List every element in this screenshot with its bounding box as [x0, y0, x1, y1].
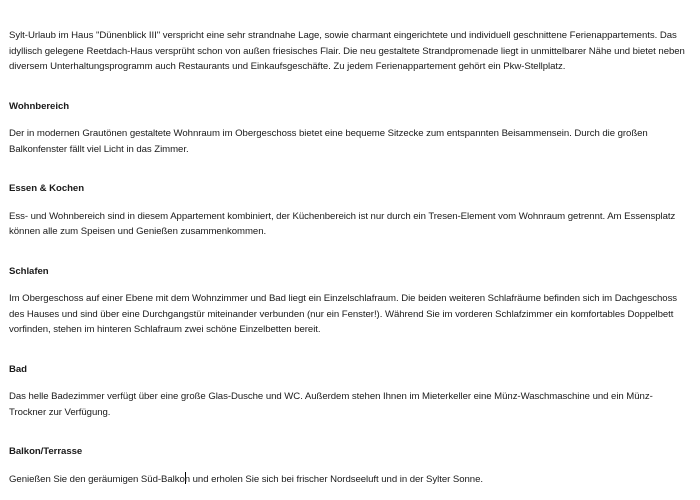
- section-essen-kochen: [9, 181, 691, 240]
- intro-paragraph: Sylt-Urlaub im Haus "Dünenblick III" verspricht eine sehr strandnahe Lage, sowie charmant eingerichtete und individuell geschnittene Ferienappartements. Das idyllisch gelegene Reetdach-Haus versprüht schon von außen friesisches Flair. Die neu gestaltete Strandpromenade liegt in unmittelbarer Nähe und bietet neben diversem Unterhaltungsprogramm auch Restaurants und Einkaufsgeschäfte. Zu jedem Ferienappartement gehört ein Pkw-Stellplatz.: [9, 30, 685, 72]
- text-before-caret: Genießen Sie den geräumigen Süd-Balko: [9, 473, 185, 485]
- section-heading: Wohnbereich: [9, 100, 70, 112]
- section-schlafen: [9, 264, 691, 338]
- section-text: Der in modernen Grautönen gestaltete Wohnraum im Obergeschoss bietet eine bequeme Sitzecke zum entspannten Beisammensein. Durch die großen Balkonfenster fällt viel Licht in das Zimmer.: [9, 128, 648, 155]
- section-heading: Essen & Kochen: [9, 183, 85, 194]
- section-heading: Schlafen: [9, 265, 49, 277]
- document-body[interactable]: [9, 28, 691, 487]
- section-bad: [9, 362, 691, 421]
- section-text: Das helle Badezimmer verfügt über eine große Glas-Dusche und WC. Außerdem stehen Ihnen im Mieterkeller eine Münz-Waschmaschine und ein Münz- Trockner zur Verfügung.: [9, 391, 653, 418]
- section-text: Ess- und Wohnbereich sind in diesem Appartement kombiniert, der Küchenbereich ist nur durch ein Tresen-Element vom Wohnraum getrennt. Am Essensplatz können alle zum Speisen und Genießen zusammenkommen.: [9, 210, 676, 237]
- section-wohnbereich: [9, 99, 691, 158]
- text-after-caret: n und erholen Sie sich bei frischer Nordseeluft und in der Sylter Sonne.: [184, 473, 483, 485]
- section-heading: Balkon/Terrasse: [9, 446, 83, 457]
- section-balkon-terrasse: [9, 444, 691, 487]
- section-heading: Bad: [9, 363, 27, 375]
- section-text: Im Obergeschoss auf einer Ebene mit dem Wohnzimmer und Bad liegt ein Einzelschlafraum. Die beiden weiteren Schlafräume befinden sich im Dachgeschoss des Hauses und sind über eine Durchgangstür miteinander verbunden (nur ein Fenster!). Während Sie im vorderen Schlafzimmer ein komfortables Doppelbett vorfinden, stehen im hinteren Schlafraum zwei schöne Einzelbetten bereit.: [9, 293, 678, 335]
- section-text-with-caret[interactable]: [9, 472, 691, 488]
